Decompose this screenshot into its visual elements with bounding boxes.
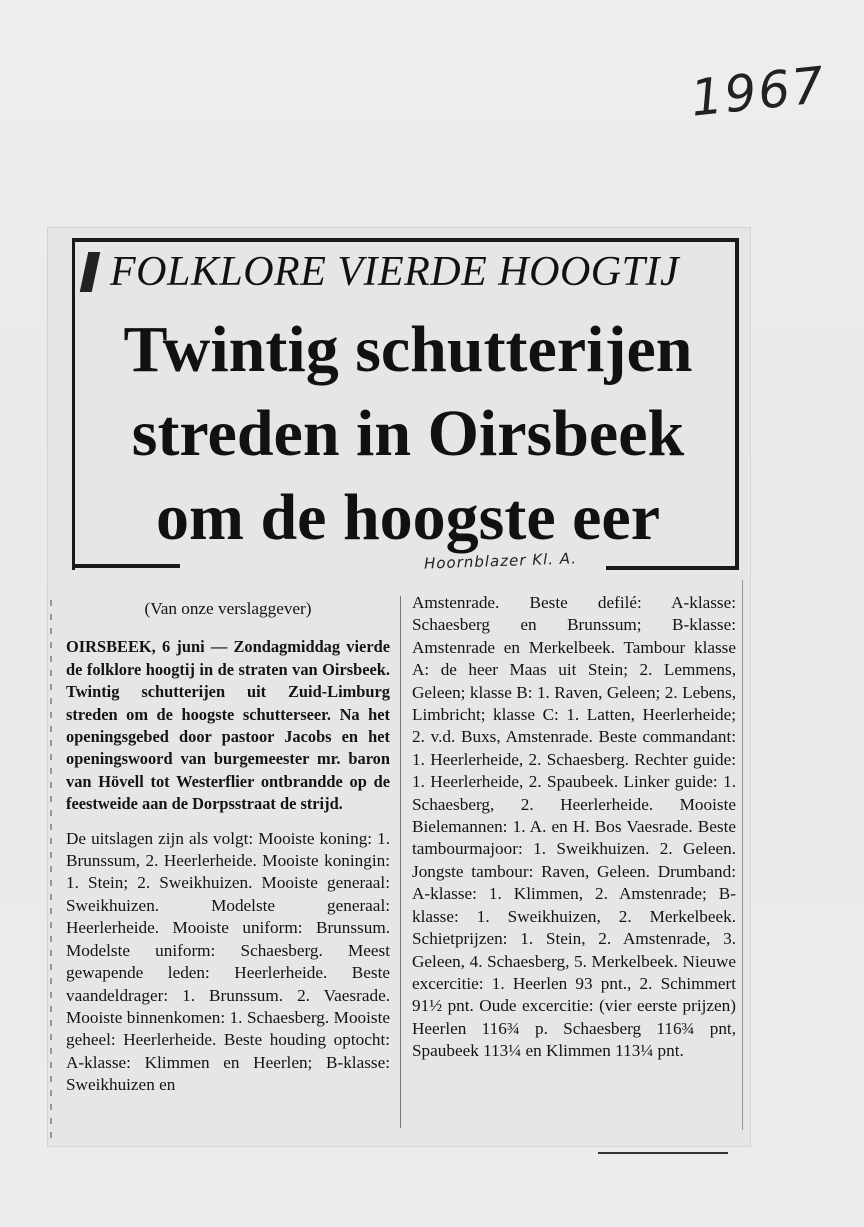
handwritten-source-note: Hoornblazer Kl. A. — [423, 549, 578, 573]
headline-rule-left — [72, 564, 180, 568]
article-column-right — [412, 592, 736, 1063]
title-line: om de hoogste eer — [155, 481, 661, 554]
headline-rule-right — [606, 566, 736, 570]
body-paragraph: Amstenrade. Beste defilé: A-klasse: Schaesberg en Brunssum; B-klasse: Amstenrade en Merkelbeek. Tambour klasse A: de heer Maas uit Stein; 2. Lemmens, Geleen; klasse B: 1. Raven, Geleen; 2. Lebens, Limbricht; klasse C: 1. Latten, Heerlerheide; 2. v.d. Buxs, Amstenrade. Beste commandant: 1. Heerlerheide, 2. Schaesberg. Rechter guide: 1. Heerlerheide, 2. Spaubeek. Linker guide: 1. Schaesberg, 2. Heerlerheide. Mooiste Bielemannen: 1. A. en H. Bos Vaesrade. Beste tambourmajoor: 1. Sweikhuizen. 2. Geleen. Jongste tambour: Raven, Geleen. Drumband: A-klasse: 1. Klimmen, 2. Amstenrade; B-klasse: 1. Sweikhuizen, 2. Merkelbeek. Schietprijzen: 1. Stein, 2. Amstenrade, 3. Geleen, 4. Schaesberg, 5. Merkelbeek. Nieuwe excercitie: 1. Heerlen 93 pnt., 2. Schimmert 91½ pnt. Oude excercitie: (vier eerste prijzen) Heerlen 116¾ p. Schaesberg 116¾ pnt, Spaubeek 113¼ en Klimmen 113¼ pnt. — [412, 593, 736, 1061]
article-column-left — [66, 592, 390, 1097]
column-divider — [400, 596, 401, 1128]
year-annotation: 1967 — [688, 55, 829, 128]
body-paragraph: De uitslagen zijn als volgt: Mooiste koning: 1. Brunssum, 2. Heerlerheide. Mooiste koningin: 1. Stein; 2. Sweikhuizen. Mooiste generaal: Sweikhuizen. Modelste generaal: Heerlerheide. Mooiste uniform: Brunssum. Modelste uniform: Schaesberg. Meest gewapende leden: Heerlerheide. Beste vaandeldrager: 1. Brunssum. 2. Vaesrade. Mooiste binnenkomen: 1. Schaesberg. Mooiste geheel: Heerlerheide. Beste houding optocht: A-klasse: Klimmen en Heerlen; B-klasse: Sweikhuizen en — [66, 828, 390, 1095]
kicker: FOLKLORE VIERDE HOOGTIJ — [110, 249, 680, 295]
clipping-torn-edge — [50, 600, 52, 1140]
page-title — [98, 308, 718, 560]
clipping-right-edge — [742, 580, 743, 1130]
byline: (Van onze verslaggever) — [144, 599, 312, 618]
title-line: streden in Oirsbeek — [131, 397, 685, 470]
bottom-rule — [598, 1152, 728, 1154]
title-line: Twintig schutterijen — [123, 313, 693, 386]
lead-paragraph: OIRSBEEK, 6 juni — Zondagmiddag vierde de folklore hoogtij in de straten van Oirsbeek. Twintig schutterijen uit Zuid-Limburg streden om de hoogste schutterseer. Na het openingsgebed door pastoor Jacobs en het openingswoord van burgemeester mr. baron van Hövell tot Westerflier ontbrandde op de feestweide aan de Dorpsstraat de strijd. — [66, 637, 390, 814]
